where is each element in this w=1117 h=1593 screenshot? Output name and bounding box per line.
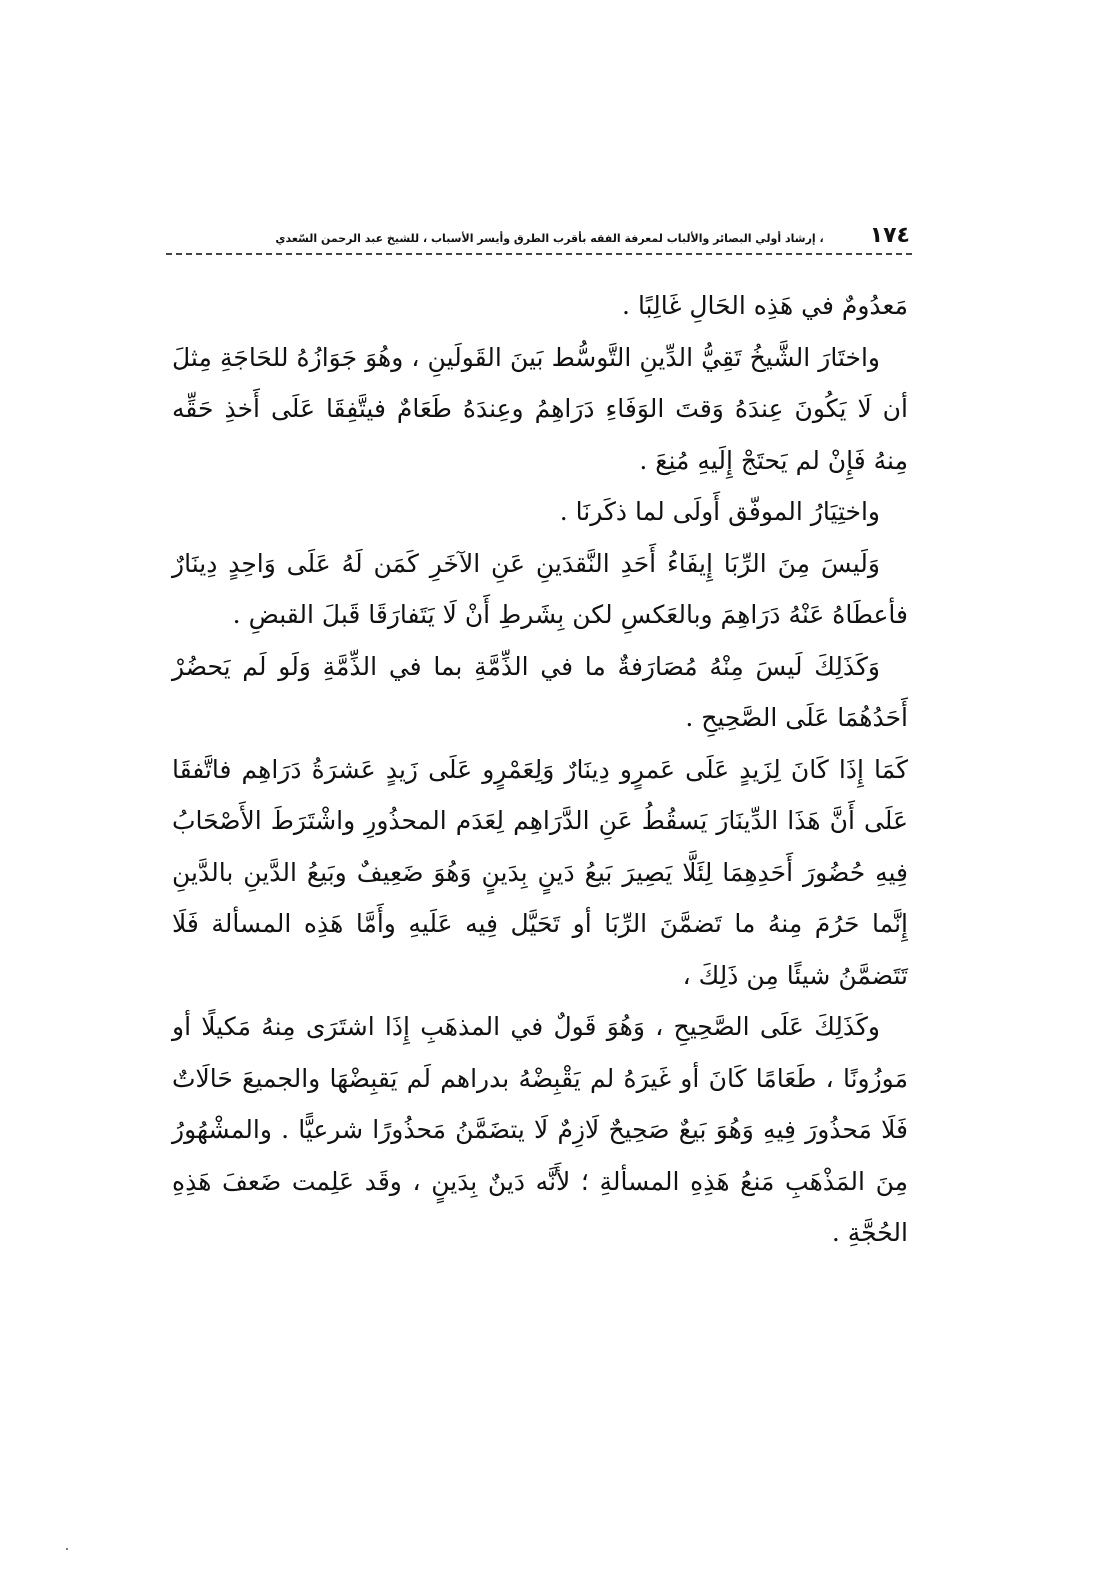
- paragraph-taqi-al-din-opinion: واختَارَ الشَّيخُ تَقِيُّ الدِّينِ التَّوسُّط بَينَ القَولَينِ ، وهُوَ جَوَازُهُ للحَاجَةِ مِثلَ أن لَا يَكُونَ عِندَهُ وَقتَ الوَفَاءِ دَرَاهِمُ وعِندَهُ طَعَامٌ فيتَّفِقَا عَلَى أَخذِ حَقِّه مِنهُ فَإِنْ لم يَحتَجْ إِلَيهِ مُنِعَ .: [172, 342, 908, 475]
- running-header: [168, 218, 910, 248]
- paragraph-debt-exchange: وَكَذَلِكَ لَيسَ مِنْهُ مُصَارَفةٌ ما في الذِّمَّةِ بما في الذِّمَّةِ وَلَو لَم يَحضُرْ أَحَدُهُمَا عَلَى الصَّحِيحِ .: [172, 651, 908, 732]
- book-title: ، إرشاد أولي البصائر والألباب لمعرفة الفقه بأقرب الطرق وأيسر الأسباب ، للشيخ عبد الرحمن السّعدي: [275, 232, 824, 245]
- paragraph-example-zaid-amr: كَمَا إِذَا كَانَ لِزَيدٍ عَلَى عَمرٍو دِينَارٌ وَلِعَمْرٍو عَلَى زَيدٍ عَشرَةُ دَرَاهِم فاتَّفقَا عَلَى أَنَّ هَذَا الدِّينَارَ يَسقُطُ عَنِ الدَّرَاهِم لِعَدَم المحذُورِ واشْتَرَطَ الأَصْحَابُ فِيهِ حُضُورَ أَحَدِهِمَا لِئَلَّا يَصِيرَ بَيعُ دَينٍ بِدَينٍ وَهُوَ ضَعِيفٌ وبَيعُ الدَّينِ بالدَّينِ إِنَّما حَرُمَ مِنهُ ما تَضمَّنَ الرِّبَا أو تَحَيَّل فِيه عَلَيهِ وأَمَّا هَذِه المسألة فَلَا تَتَضمَّنُ شيئًا مِن ذَلِكَ ،: [172, 754, 908, 990]
- body-text: [172, 280, 908, 1259]
- paragraph-measured-goods: وكَذَلِكَ عَلَى الصَّحِيحِ ، وَهُوَ قَولٌ في المذهَبِ إِذَا اشتَرَى مِنهُ مَكيلًا أو مَوزُونًا ، طَعَامًا كَانَ أو غَيرَهُ لم يَقْبِضْهُ بدراهم لَم يَقبِضْهَا والجميعَ حَالَاتٌ فَلَا مَحذُورَ فِيهِ وَهُوَ بَيعٌ صَحِيحٌ لَازِمٌ لَا يتضَمَّنُ مَحذُورًا شرعيًّا . والمشْهُورُ مِنَ المَذْهَبِ مَنعُ هَذِهِ المسألةِ ؛ لأَنَّه دَينٌ بِدَينٍ ، وقَد عَلِمت ضَعفَ هَذِهِ الحُجَّةِ .: [172, 1012, 908, 1247]
- scan-speck: [66, 1548, 68, 1550]
- paragraph-currency-exchange: وَلَيسَ مِنَ الرِّبَا إِيفَاءُ أَحَدِ النَّقدَينِ عَنِ الآخَرِ كَمَن لَهُ عَلَى وَاحِدٍ دِينَارٌ فأعطَاهُ عَنْهُ دَرَاهِمَ وبالعَكسِ لكن بِشَرطِ أَنْ لَا يَتَفارَقَا قَبلَ القبضِ .: [172, 548, 908, 629]
- paragraph-continuation: مَعدُومٌ في هَذِه الحَالِ غَالِبًا .: [622, 291, 908, 320]
- header-divider: [166, 253, 912, 255]
- page-number: ١٧٤: [869, 223, 910, 248]
- paragraph-muwaffaq-choice: واختِيَارُ الموفّق أَولَى لما ذكَرنَا .: [559, 497, 880, 526]
